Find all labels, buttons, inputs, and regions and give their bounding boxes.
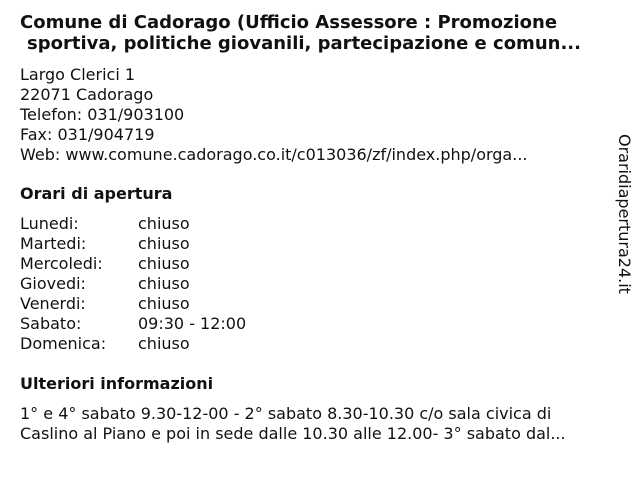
hours-row-monday [20,214,246,234]
street-address: Largo Clerici 1 [20,65,136,84]
day-hours: chiuso [138,214,190,233]
day-label: Martedi: [20,234,87,253]
watermark-text: Oraridiapertura24.it [615,134,634,294]
hours-row-tuesday [20,234,246,254]
hours-row-wednesday [20,254,246,274]
day-label: Venerdi: [20,294,86,313]
day-label: Lunedi: [20,214,79,233]
website: Web: www.comune.cadorago.co.it/c013036/zf/index.php/orga... [20,145,528,164]
day-hours: chiuso [138,254,190,273]
page-title [20,12,620,54]
hours-row-sunday [20,334,246,354]
day-hours: chiuso [138,334,190,353]
day-hours: chiuso [138,274,190,293]
day-hours: chiuso [138,234,190,253]
day-label: Sabato: [20,314,82,333]
hours-row-thursday [20,274,246,294]
day-hours: chiuso [138,294,190,313]
day-label: Mercoledi: [20,254,103,273]
city-postal: 22071 Cadorago [20,85,154,104]
hours-row-friday [20,294,246,314]
hours-row-saturday [20,314,246,334]
fax-number: Fax: 031/904719 [20,125,155,144]
opening-hours-heading: Orari di apertura [20,184,173,203]
additional-info-line2: Caslino al Piano e poi in sede dalle 10.30 alle 12.00- 3° sabato dal... [20,424,566,443]
page-title-line1: Comune di Cadorago (Ufficio Assessore : Promozione [20,12,558,33]
day-hours: 09:30 - 12:00 [138,314,247,333]
day-label: Domenica: [20,334,107,353]
phone-number: Telefon: 031/903100 [20,105,185,124]
opening-hours-table [20,214,246,354]
address-block [20,65,528,165]
additional-info-line1: 1° e 4° sabato 9.30-12-00 - 2° sabato 8.30-10.30 c/o sala civica di [20,404,552,423]
day-label: Giovedi: [20,274,86,293]
additional-info-heading: Ulteriori informazioni [20,374,214,393]
site-watermark [614,134,634,310]
additional-info-text [20,404,620,444]
page-title-line2: sportiva, politiche giovanili, partecipazione e comun... [27,33,581,54]
